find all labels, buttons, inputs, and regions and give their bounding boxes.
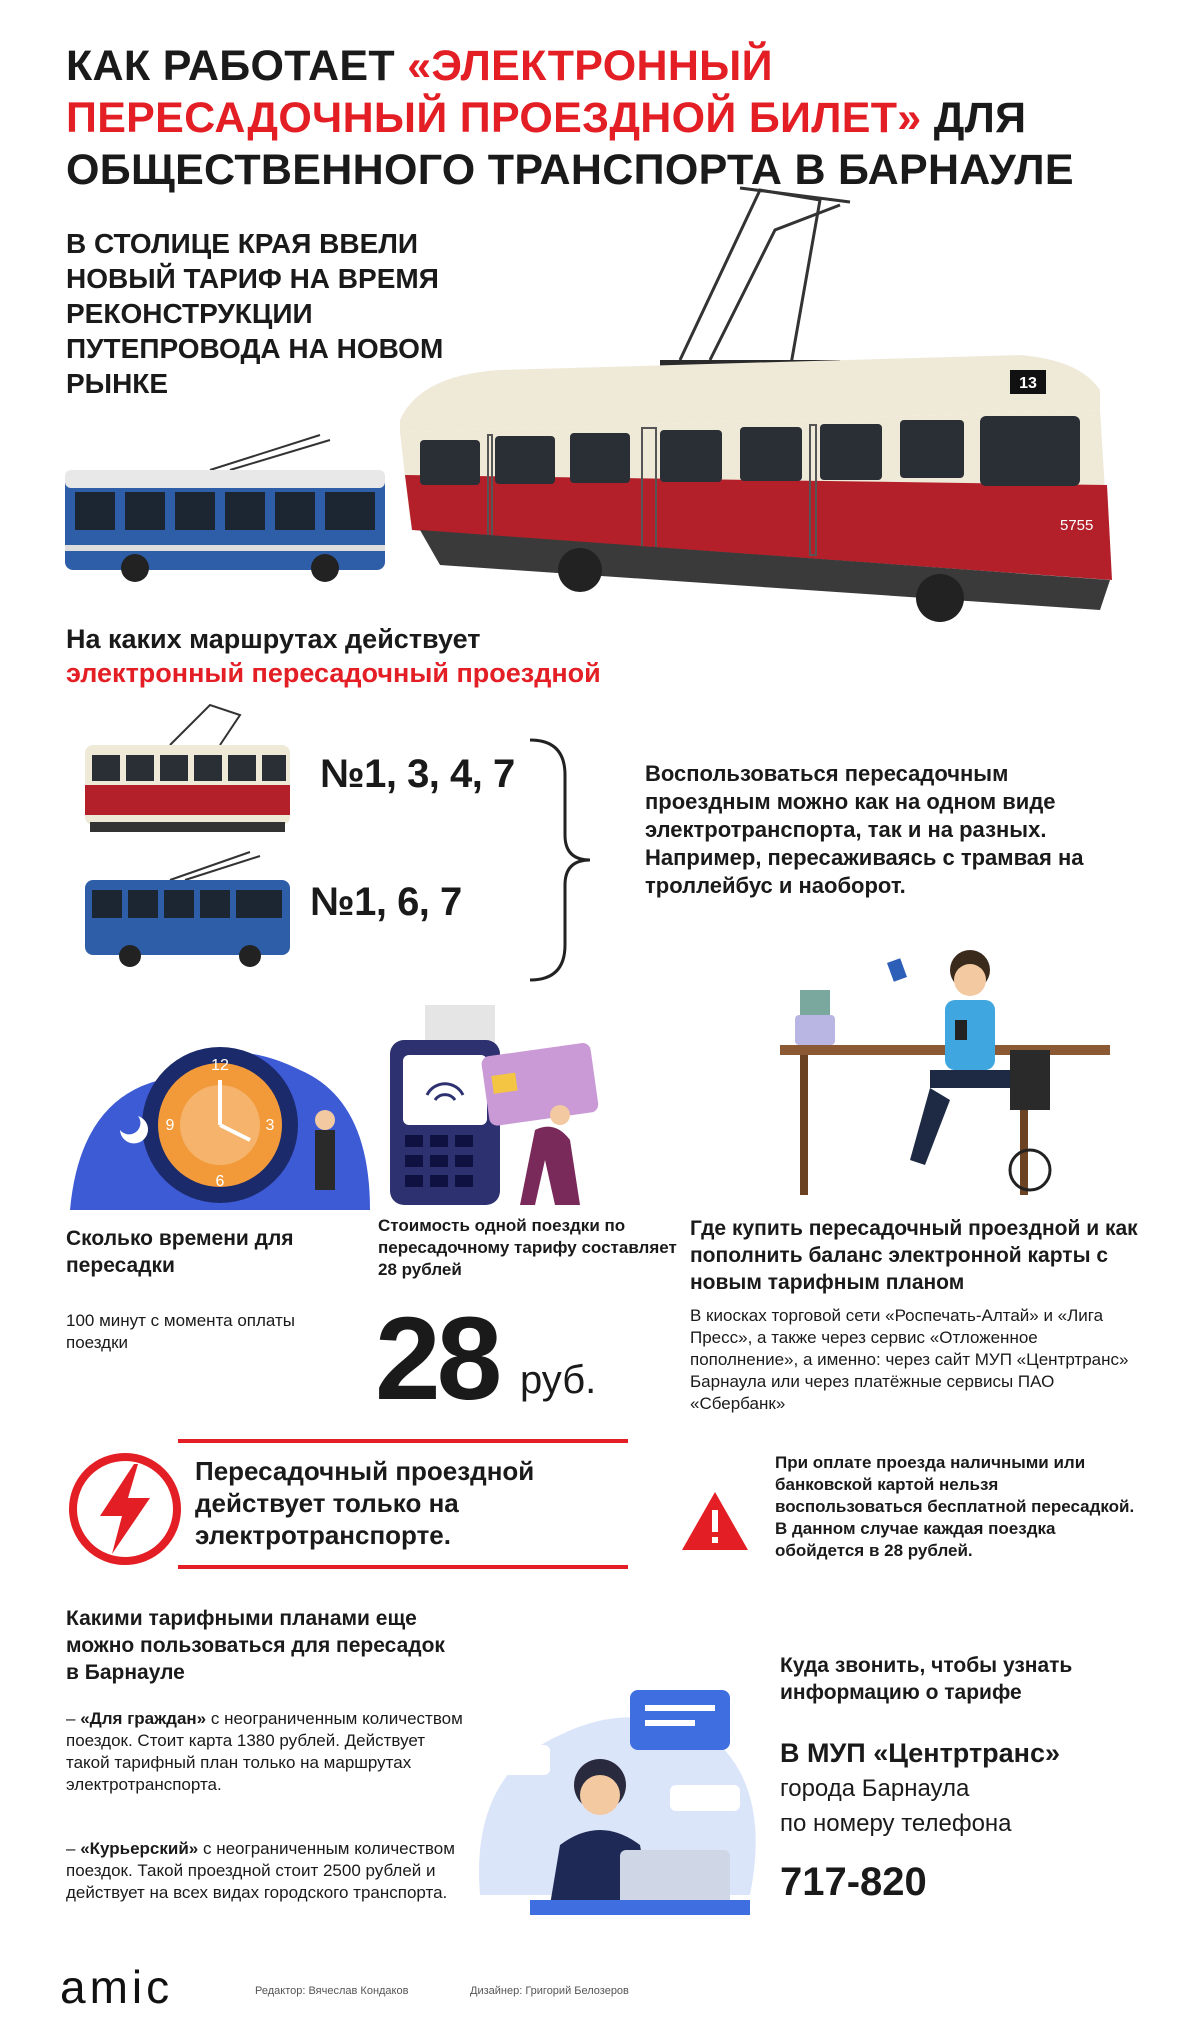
clock-9: 9 [165, 1117, 175, 1134]
footer-designer: Дизайнер: Григорий Белозеров [470, 1985, 629, 1997]
plan-item-1: – «Для граждан» с неограниченным количеством поездок. Стоит карта 1380 рублей. Действует такой тарифный план только на маршрутах электротранспорта. [66, 1709, 463, 1794]
time-text: 100 минут с момента оплаты поездки [66, 1311, 296, 1352]
warning-icon [680, 1490, 750, 1552]
page-title: КАК РАБОТАЕТ «ЭЛЕКТРОННЫЙ ПЕРЕСАДОЧНЫЙ ПРОЕЗДНОЙ БИЛЕТ» ДЛЯ ОБЩЕСТВЕННОГО ТРАНСПОРТА В БАРНАУЛЕ [66, 42, 1074, 194]
electro-bottom-line [178, 1565, 628, 1569]
where-heading: Где купить пересадочный проездной и как пополнить баланс электронной карты с новым тарифным планом [690, 1217, 1138, 1294]
contact-org: В МУП «Центртранс» [780, 1738, 1061, 1768]
person-desk-illustration [780, 940, 1110, 1200]
clock-illustration [70, 1020, 370, 1210]
tram-board-number: 13 [1019, 375, 1037, 392]
amic-logo: amic [60, 1961, 174, 2013]
trolley-route-numbers: №1, 6, 7 [310, 880, 462, 924]
cost-unit: руб. [520, 1358, 597, 1402]
contact-heading: Куда звонить, чтобы узнать информацию о тарифе [780, 1654, 1073, 1704]
routes-note: Воспользоваться пересадочным проездным можно как на одном виде электротранспорта, так и на разных. Например, пересаживаясь с трамвая на троллейбус и наоборот. [645, 761, 1084, 898]
contact-city: города Барнаула [780, 1775, 970, 1802]
clock-12: 12 [211, 1057, 229, 1074]
footer-editor: Редактор: Вячеслав Кондаков [255, 1985, 409, 1997]
contact-by-phone: по номеру телефона [780, 1810, 1012, 1837]
tram-route-numbers: №1, 3, 4, 7 [320, 752, 515, 796]
contact-phone: 717-820 [780, 1860, 927, 1904]
cost-big-value: 28 [375, 1293, 499, 1425]
electro-top-line [178, 1439, 628, 1443]
payment-terminal-illustration [385, 1000, 615, 1210]
trolleybus-illustration [60, 430, 400, 580]
tram-illustration [380, 170, 1160, 630]
where-text: В киосках торговой сети «Роспечать-Алтай» и «Лига Пресс», а также через сервис «Отложенное пополнение», а именно: через сайт МУП «Центртранс» Барнаула или через платёжные сервисы ПАО «Сбербанк» [690, 1306, 1129, 1413]
plan-item-2: – «Курьерский» с неограниченным количеством поездок. Такой проездной стоит 2500 рублей и действует на всех видах городского транспорта. [66, 1839, 455, 1902]
electro-note: Пересадочный проездной действует только на электротранспорте. [195, 1456, 535, 1550]
clock-3: 3 [265, 1117, 275, 1134]
small-trolleybus-icon [80, 850, 300, 970]
lightning-icon [66, 1450, 184, 1568]
tram-side-number: 5755 [1060, 517, 1094, 534]
time-heading: Сколько времени для пересадки [66, 1227, 294, 1277]
title-highlight: «ЭЛЕКТРОННЫЙ ПЕРЕСАДОЧНЫЙ ПРОЕЗДНОЙ БИЛЕТ» [66, 42, 922, 142]
cost-heading: Стоимость одной поездки по пересадочному тарифу составляет 28 рублей [378, 1216, 677, 1279]
subtitle: В СТОЛИЦЕ КРАЯ ВВЕЛИ НОВЫЙ ТАРИФ НА ВРЕМЯ РЕКОНСТРУКЦИИ ПУТЕПРОВОДА НА НОВОМ РЫНКЕ [66, 228, 444, 399]
call-center-illustration [470, 1675, 760, 1925]
clock-6: 6 [215, 1173, 225, 1190]
brace-decoration [520, 735, 600, 985]
plans-heading: Какими тарифными планами еще можно пользоваться для пересадок в Барнауле [66, 1607, 445, 1684]
cash-note: При оплате проезда наличными или банковской картой нельзя воспользоваться бесплатной пересадкой. В данном случае каждая поездка обойдется в 28 рублей. [775, 1453, 1135, 1560]
routes-heading: На каких маршрутах действует электронный пересадочный проездной [66, 624, 601, 688]
small-tram-icon [80, 700, 300, 840]
